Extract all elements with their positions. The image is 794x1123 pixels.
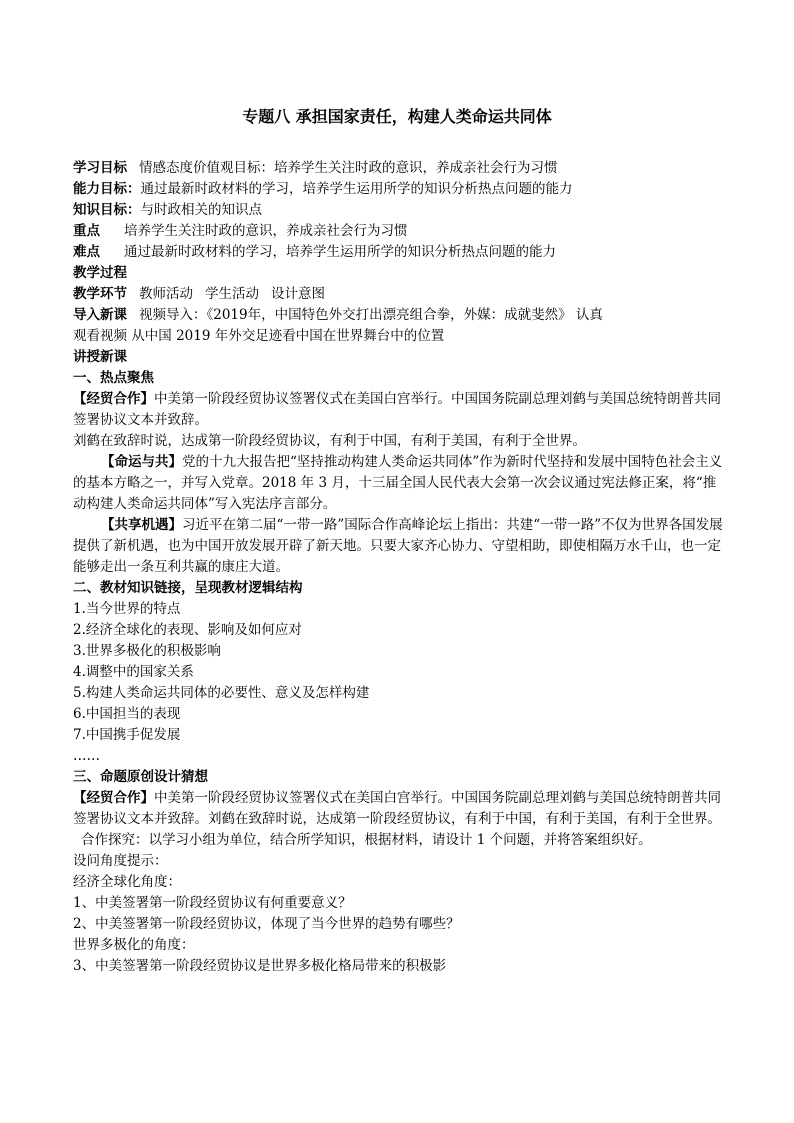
paragraph-text: 党的十九大报告把“坚持推动构建人类命运共同体”作为新时代坚持和发展中国特色社会主义的基本方略之一，并写入党章。2018 年 3 月，十三届全国人民代表大会第一次会议通过宪法修正案，将“推动构建人类命运共同体”写入宪法序言部分。 — [73, 454, 723, 512]
paragraph-text: 中美第一阶段经贸协议签署仪式在美国白宫举行。中国国务院副总理刘鹤与美国总统特朗普共同签署协议文本并致辞。刘鹤在致辞时说，达成第一阶段经贸协议，有利于中国，有利于美国，有利于全世界。 — [73, 790, 721, 827]
list-item: 4.调整中的国家关系 — [73, 664, 194, 680]
goal-label: 知识目标： — [73, 202, 141, 218]
goal-text: 通过最新时政材料的学习，培养学生运用所学的知识分析热点问题的能力 — [140, 181, 573, 197]
paragraph-tag: 【共享机遇】 — [101, 517, 182, 533]
document-body — [73, 158, 723, 977]
paragraph-shared-future — [73, 452, 723, 515]
list-item: 7.中国携手促发展 — [73, 727, 181, 743]
goal-text: 通过最新时政材料的学习，培养学生运用所学的知识分析热点问题的能力 — [124, 244, 556, 260]
question-item: 2、中美签署第一阶段经贸协议，体现了当今世界的趋势有哪些？ — [73, 916, 460, 932]
intro-line-2: 观看视频 从中国 2019 年外交足迹看中国在世界舞台中的位置 — [73, 328, 445, 344]
paragraph-trade-cooperation — [73, 389, 723, 431]
goal-text: 情感态度价值观目标：培养学生关注时政的意识，养成亲社会行为习惯 — [139, 160, 558, 176]
process-col: 设计意图 — [271, 286, 325, 302]
process-col: 教师活动 — [139, 286, 193, 302]
goal-label: 能力目标： — [73, 181, 141, 197]
section-3-heading: 三、命题原创设计猜想 — [73, 769, 208, 785]
paragraph-text: 中美第一阶段经贸协议签署仪式在美国白宫举行。中国国务院副总理刘鹤与美国总统特朗普共同签署协议文本并致辞。 — [73, 391, 721, 428]
process-row-label: 教学环节 — [73, 286, 127, 302]
intro-line — [73, 305, 723, 326]
question-item: 1、中美签署第一阶段经贸协议有何重要意义？ — [73, 895, 352, 911]
process-heading: 教学过程 — [73, 265, 127, 281]
goal-text: 培养学生关注时政的意识，养成亲社会行为习惯 — [124, 223, 408, 239]
paragraph-tag: 【命运与共】 — [101, 454, 182, 470]
goal-line-ability — [73, 179, 723, 200]
list-item: 6.中国担当的表现 — [73, 706, 181, 722]
paragraph-explore: 合作探究：以学习小组为单位，结合所学知识，根据材料，请设计 1 个问题，并将答案组织好。 — [81, 832, 652, 848]
goal-line-knowledge — [73, 200, 723, 221]
list-item: 3.世界多极化的积极影响 — [73, 643, 221, 659]
intro-text: 视频导入：《2019年，中国特色外交打出漂亮组合拳，外媒：成就斐然》 认真 — [139, 307, 603, 323]
lecture-heading: 讲授新课 — [73, 349, 127, 365]
goal-label: 难点 — [73, 244, 100, 260]
goal-label: 重点 — [73, 223, 100, 239]
paragraph-shared-opportunity — [73, 515, 723, 578]
section-2-heading: 二、教材知识链接，呈现教材逻辑结构 — [73, 580, 303, 596]
page-title: 专题八 承担国家责任，构建人类命运共同体 — [242, 107, 552, 126]
angle-multipolarity: 世界多极化的角度： — [73, 937, 195, 953]
paragraph-tag: 【经贸合作】 — [73, 790, 154, 806]
goal-line-difficulty — [73, 242, 723, 263]
list-item: 5.构建人类命运共同体的必要性、意义及怎样构建 — [73, 685, 370, 701]
angle-globalization: 经济全球化角度： — [73, 874, 181, 890]
goal-text: 与时政相关的知识点 — [140, 202, 262, 218]
list-item: 2.经济全球化的表现、影响及如何应对 — [73, 622, 302, 638]
goal-line-learning — [73, 158, 723, 179]
paragraph-tag: 【经贸合作】 — [73, 391, 154, 407]
process-col: 学生活动 — [205, 286, 259, 302]
paragraph-trade-cooperation-2 — [73, 788, 723, 830]
paragraph-liu-he: 刘鹤在致辞时说，达成第一阶段经贸协议，有利于中国，有利于美国，有利于全世界。 — [73, 433, 586, 449]
list-item: …… — [73, 748, 100, 764]
question-item: 3、中美签署第一阶段经贸协议是世界多极化格局带来的积极影 — [73, 958, 447, 974]
hint-line: 设问角度提示： — [73, 853, 168, 869]
list-item: 1.当今世界的特点 — [73, 601, 181, 617]
goal-line-key-point — [73, 221, 723, 242]
paragraph-text: 习近平在第二届“一带一路”国际合作高峰论坛上指出：共建“一带一路”不仅为世界各国发展提供了新机遇，也为中国开放发展开辟了新天地。只要大家齐心协力、守望相助，即使相隔万水千山，也一定能够走出一条互利共赢的康庄大道。 — [73, 517, 723, 575]
goal-label: 学习目标 — [73, 160, 127, 176]
section-1-heading: 一、热点聚焦 — [73, 370, 154, 386]
intro-label: 导入新课 — [73, 307, 127, 323]
process-row — [73, 284, 723, 305]
